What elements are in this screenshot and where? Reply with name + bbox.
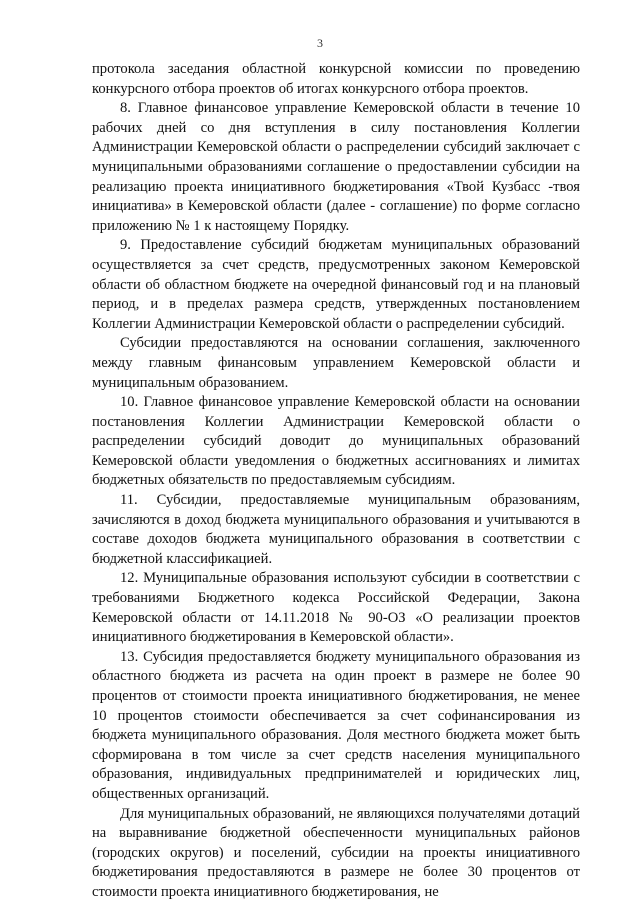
paragraph-non-recipients: Для муниципальных образований, не являющихся получателями дотаций на выравнивание бюджетной обеспеченности муниципальных районов (городских округов) и поселений, субсидии на проекты инициативного бюджетирования предоставляются в размере не более 30 процентов от стоимости проекта инициативного бюджетирования, не: [92, 805, 580, 900]
paragraph-item-11: 11. Субсидии, предоставляемые муниципальным образованиям, зачисляются в доход бюджета муниципального образования и учитываются в составе доходов бюджета муниципального образования в соответствии с бюджетной классификацией.: [92, 492, 580, 567]
page-number: 3: [317, 36, 323, 50]
paragraph-item-10: 10. Главное финансовое управление Кемеровской области на основании постановления Коллегии Администрации Кемеровской области о распределении субсидий доводит до муниципальных образований Кемеровской области уведомления о бюджетных ассигнованиях и лимитах бюджетных обязательств по предоставляемым субсидиям.: [92, 394, 580, 489]
document-body: [92, 60, 580, 903]
paragraph-item-8: 8. Главное финансовое управление Кемеровской области в течение 10 рабочих дней со дня вступления в силу постановления Коллегии Администрации Кемеровской области о распределении субсидий заключает с муниципальными образованиями соглашение о предоставлении субсидии на реализацию проекта инициативного бюджетирования «Твой Кузбасс -твоя инициатива» в Кемеровской области (далее - соглашение) по форме согласно приложению № 1 к настоящему Порядку.: [92, 100, 580, 234]
paragraph-item-9: 9. Предоставление субсидий бюджетам муниципальных образований осуществляется за счет средств, предусмотренных законом Кемеровской области об областном бюджете на очередной финансовый год и на плановый период, и в пределах размера средств, утвержденных постановлением Коллегии Администрации Кемеровской области о распределении субсидий.: [92, 237, 580, 332]
paragraph-continuation: протокола заседания областной конкурсной комиссии по проведению конкурсного отбора проектов об итогах конкурсного отбора проектов.: [92, 61, 580, 97]
paragraph-item-13: 13. Субсидия предоставляется бюджету муниципального образования из областного бюджета из расчета на один проект в размере не более 90 процентов от стоимости проекта инициативного бюджетирования, не менее 10 процентов стоимости обеспечивается за счет софинансирования из бюджета муниципального образования. Доля местного бюджета может быть сформирована в том числе за счет средств населения муниципального образования, индивидуальных предпринимателей и юридических лиц, общественных организаций.: [92, 648, 580, 802]
paragraph-item-12: 12. Муниципальные образования используют субсидии в соответствии с требованиями Бюджетного кодекса Российской Федерации, Закона Кемеровской области от 14.11.2018 № 90-ОЗ «О реализации проектов инициативного бюджетирования в Кемеровской области».: [92, 570, 580, 646]
paragraph-subsidies-agreement: Субсидии предоставляются на основании соглашения, заключенного между главным финансовым управлением Кемеровской области и муниципальным образованием.: [92, 335, 580, 391]
